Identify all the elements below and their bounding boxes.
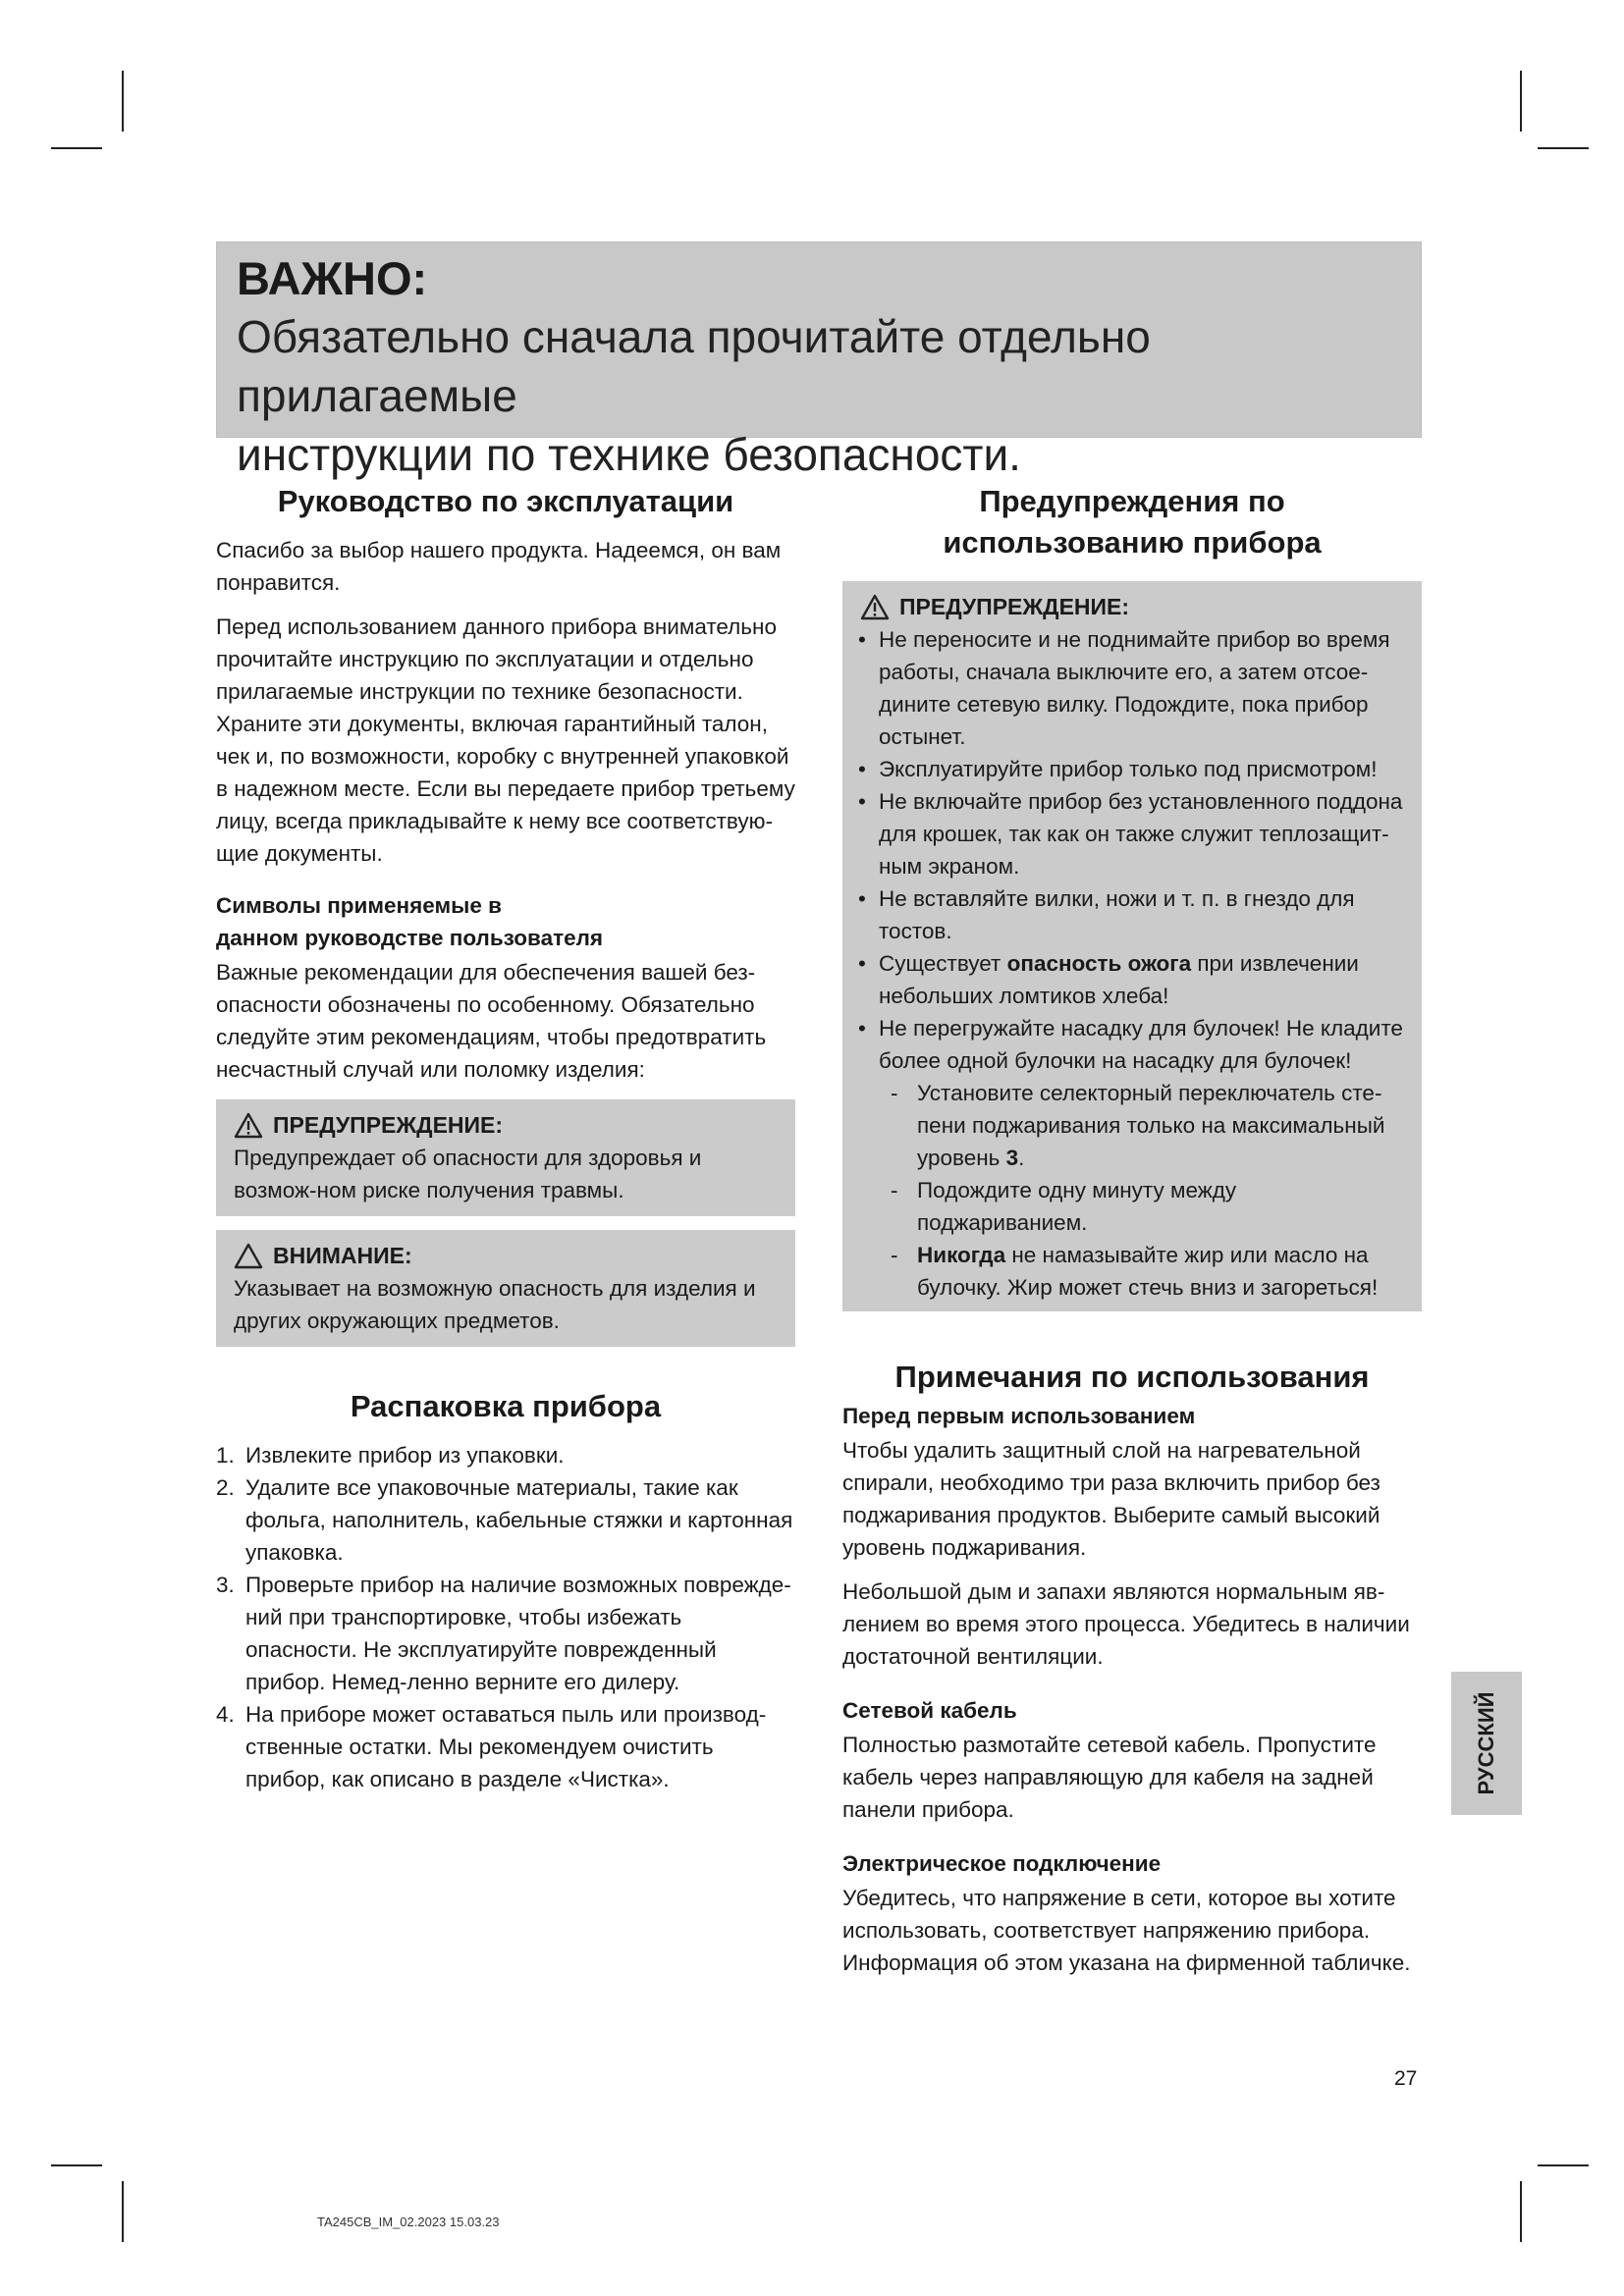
caution-legend-box	[216, 1230, 795, 1347]
crop-mark	[1520, 71, 1522, 132]
crop-mark	[51, 2164, 102, 2166]
first-use-heading: Перед первым использованием	[842, 1404, 1196, 1428]
cable-text: Полностью размотайте сетевой кабель. Пропустите кабель через направляющую для кабеля на задней панели прибора.	[842, 1733, 1377, 1822]
list-item: • Не вставляйте вилки, ножи и т. п. в гнездо для тостов.	[848, 882, 1412, 947]
first-use-text-1: Чтобы удалить защитный слой на нагревательной спирали, необходимо три раза включить прибор без поджаривания продуктов. Выберите самый высокий уровень поджаривания.	[842, 1438, 1380, 1560]
warnings-list	[848, 623, 1412, 1304]
crop-mark	[122, 2181, 124, 2242]
warnings-box	[842, 581, 1422, 1311]
usage-title: Примечания по использования	[894, 1360, 1370, 1394]
crop-mark	[1538, 147, 1589, 149]
manual-intro: Спасибо за выбор нашего продукта. Надеемся, он вам понравится.	[216, 538, 782, 595]
first-use-text-2: Небольшой дым и запахи являются нормальным яв-лением во время этого процесса. Убедитесь в наличии достаточной вентиляции.	[842, 1579, 1410, 1669]
unpacking-list	[216, 1439, 795, 1795]
warnings-box-label: ПРЕДУПРЕЖДЕНИЕ:	[899, 594, 1130, 619]
caution-legend-text: Указывает на возможную опасность для изделия и других окружающих предметов.	[234, 1276, 756, 1333]
symbols-heading-line1: Символы применяемые в	[216, 893, 502, 918]
symbols-text: Важные рекомендации для обеспечения вашей без-опасности обозначены по особенному. Обязательно следуйте этим рекомендациям, чтобы предотвратить несчастный случай или поломку изделия:	[216, 960, 767, 1082]
list-item: 4. На приборе может оставаться пыль или производ-ственные остатки. Мы рекомендуем очистить прибор, как описано в разделе «Чистка».	[216, 1702, 767, 1791]
language-tab	[1451, 1672, 1522, 1815]
page-number: 27	[1394, 2067, 1418, 2090]
sub-list	[848, 1077, 1412, 1304]
warnings-title-line2: использованию прибора	[943, 525, 1322, 560]
crop-mark	[1520, 2181, 1522, 2242]
important-line-1: Обязательно сначала прочитайте отдельно прилагаемые	[237, 311, 1151, 421]
electric-text: Убедитесь, что напряжение в сети, которое вы хотите использовать, соответствует напряжению прибора. Информация об этом указана на фирменной табличке.	[842, 1886, 1411, 1975]
manual-instructions: Перед использованием данного прибора внимательно прочитайте инструкцию по эксплуатации и отдельно прилагаемые инструкции по технике безопасности. Храните эти документы, включая гарантийный талон, чек и, по возможности, коробку с внутренней упаковкой в надежном месте. Если вы передаете прибор третьему лицу, всегда прикладывайте к нему все соответствую-щие документы.	[216, 614, 795, 866]
unpacking-title: Распаковка прибора	[350, 1389, 662, 1423]
warning-legend-text: Предупреждает об опасности для здоровья и возмож-ном риске получения травмы.	[234, 1146, 702, 1202]
cable-heading: Сетевой кабель	[842, 1698, 1017, 1723]
list-item: • Не переносите и не поднимайте прибор во время работы, сначала выключите его, а затем отсое-дините сетевую вилку. Подождите, пока прибор остынет.	[848, 623, 1412, 753]
list-item: • Не включайте прибор без установленного поддона для крошек, так как он также служит теплозащит-ным экраном.	[848, 785, 1412, 882]
footer-code: TA245CB_IM_02.2023 15.03.23	[317, 2215, 500, 2229]
language-tab-label: РУССКИЙ	[1474, 1691, 1498, 1795]
warning-legend-label: ПРЕДУПРЕЖДЕНИЕ:	[273, 1112, 504, 1138]
crop-mark	[51, 147, 102, 149]
warning-legend-title	[234, 1109, 784, 1142]
list-item: • Существует опасность ожога при извлечении небольших ломтиков хлеба!	[848, 947, 1412, 1012]
list-item: - Никогда не намазывайте жир или масло на булочку. Жир может стечь вниз и загореться!	[848, 1239, 1412, 1304]
important-heading: ВАЖНО:	[237, 252, 428, 304]
warnings-title-line1: Предупреждения по	[979, 484, 1285, 518]
warnings-box-title	[848, 591, 1412, 623]
list-item: 2. Удалите все упаковочные материалы, такие как фольга, наполнитель, кабельные стяжки и картонная упаковка.	[216, 1475, 793, 1565]
caution-legend-label: ВНИМАНИЕ:	[273, 1243, 412, 1268]
list-item: • Не перегружайте насадку для булочек! Не кладите более одной булочки на насадку для булочек! - Установите селекторный переключатель сте-пени поджаривания только на максимальный уровень 3. - Подождите одну минуту между поджариванием. - Никогда не намазывайте жир или масло на булочку. Жир может стечь вниз и загореться!	[848, 1012, 1412, 1304]
caution-triangle-icon	[234, 1243, 263, 1269]
symbols-heading-line2: данном руководстве пользователя	[216, 926, 604, 950]
left-column	[216, 481, 795, 1795]
manual-title: Руководство по эксплуатации	[277, 484, 734, 518]
crop-mark	[122, 71, 124, 132]
warning-legend-box	[216, 1099, 795, 1216]
list-item: • Эксплуатируйте прибор только под присмотром!	[848, 753, 1412, 785]
warning-triangle-icon	[234, 1112, 263, 1139]
crop-mark	[1538, 2164, 1589, 2166]
list-item: 1. Извлеките прибор из упаковки.	[216, 1443, 565, 1468]
electric-heading: Электрическое подключение	[842, 1851, 1162, 1876]
list-item: - Установите селекторный переключатель сте-пени поджаривания только на максимальный уровень 3.	[848, 1077, 1412, 1174]
right-column	[842, 481, 1422, 1979]
caution-legend-title	[234, 1240, 784, 1272]
list-item: - Подождите одну минуту между поджариванием.	[848, 1174, 1412, 1239]
important-line-2: инструкции по технике безопасности.	[237, 429, 1021, 480]
list-item: 3. Проверьте прибор на наличие возможных поврежде-ний при транспортировке, чтобы избежать опасности. Не эксплуатируйте поврежденный прибор. Немед-ленно верните его дилеру.	[216, 1573, 791, 1694]
warning-triangle-icon	[860, 594, 890, 620]
symbols-section	[216, 889, 795, 1086]
important-banner	[216, 241, 1422, 480]
